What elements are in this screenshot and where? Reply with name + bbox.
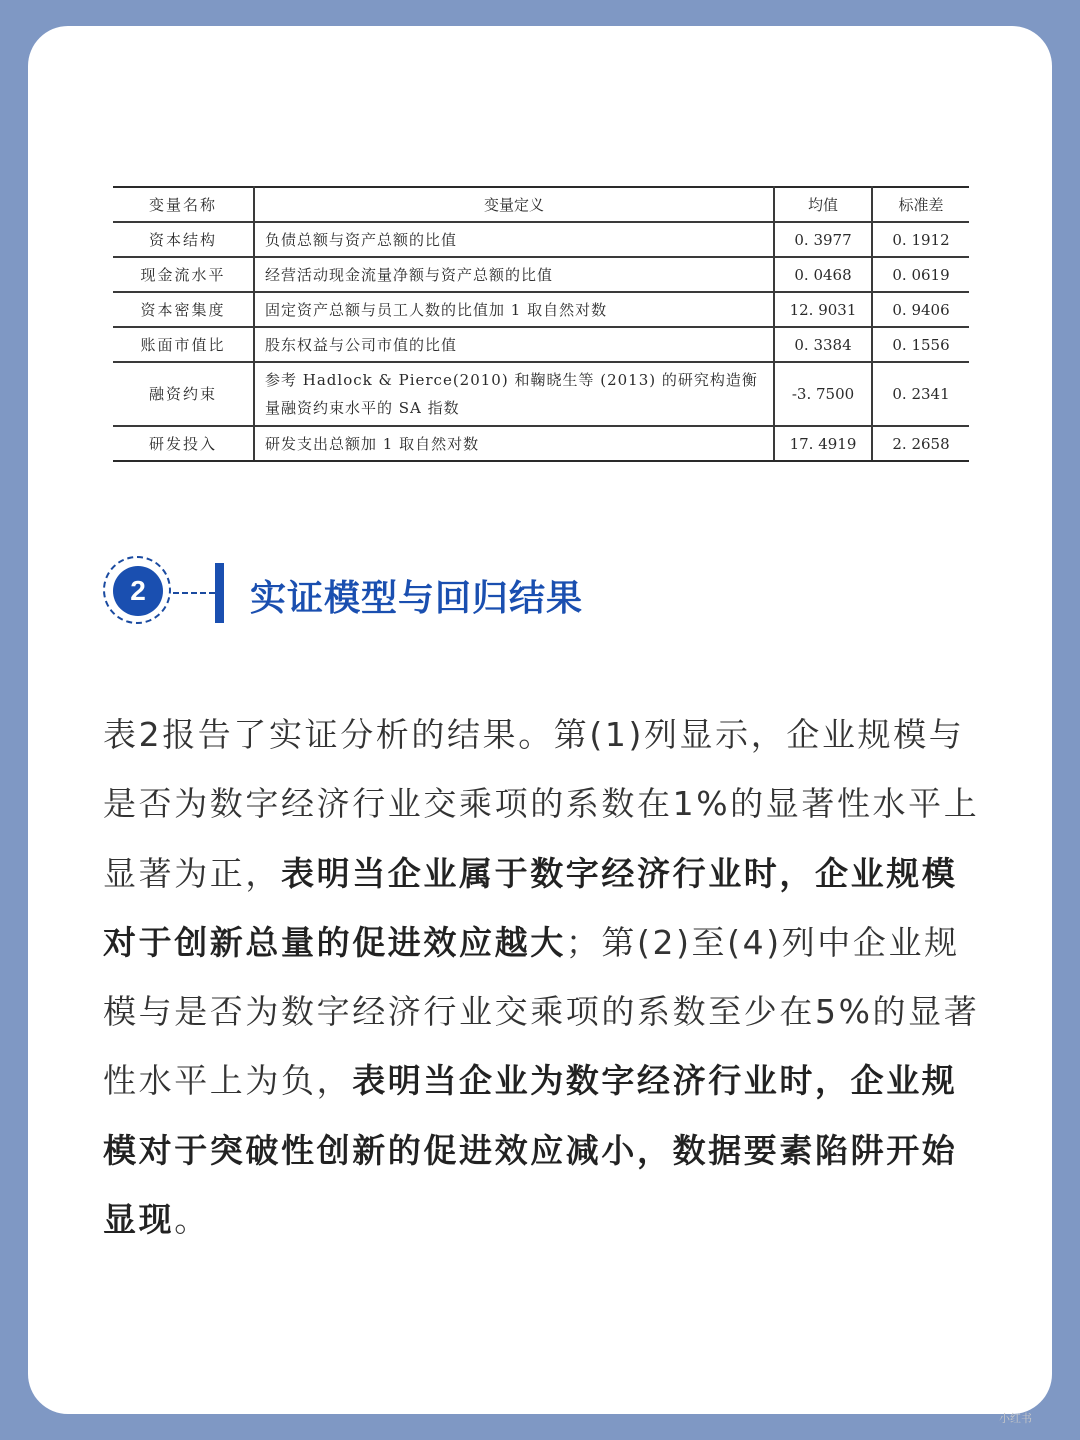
cell-name: 账面市值比 [113, 327, 254, 362]
table-row [113, 222, 969, 257]
cell-mean: 0. 3977 [774, 222, 872, 257]
cell-definition: 股东权益与公司市值的比值 [254, 327, 774, 362]
section-accent-bar [215, 563, 224, 623]
paragraph-emphasis: 表明当企业属于数字经济行业时，企业规模对于创新总量的促进效应越大 [103, 853, 958, 962]
cell-mean: -3. 7500 [774, 362, 872, 426]
cell-name: 融资约束 [113, 362, 254, 426]
cell-name: 现金流水平 [113, 257, 254, 292]
cell-definition: 研发支出总额加 1 取自然对数 [254, 426, 774, 461]
paragraph-text: 。 [174, 1200, 210, 1240]
watermark: 小红书 [999, 1412, 1032, 1425]
cell-mean: 0. 3384 [774, 327, 872, 362]
cell-sd: 0. 9406 [872, 292, 969, 327]
cell-definition: 参考 Hadlock & Pierce(2010) 和鞠晓生等 (2013) 的研究构造衡量融资约束水平的 SA 指数 [254, 362, 774, 426]
table-row [113, 362, 969, 426]
cell-sd: 0. 1556 [872, 327, 969, 362]
cell-mean: 17. 4919 [774, 426, 872, 461]
table-row [113, 292, 969, 327]
cell-mean: 0. 0468 [774, 257, 872, 292]
paragraph-emphasis: 表明当企业为数字经济行业时，企业规模对于突破性创新的促进效应减小，数据要素陷阱开始显现 [103, 1061, 958, 1240]
variable-table [113, 186, 969, 462]
cell-name: 研发投入 [113, 426, 254, 461]
body-paragraph [103, 700, 983, 1254]
table-header-row [113, 187, 969, 222]
paragraph-text: ；第(2)至(4)列中企业规模与是否为数字经济行业交乘项的系数至少在5%的显著性水平上为负， [103, 922, 980, 1101]
table-row [113, 327, 969, 362]
section-title: 实证模型与回归结果 [250, 578, 584, 619]
cell-name: 资本结构 [113, 222, 254, 257]
section-dash-connector [173, 592, 215, 594]
cell-sd: 0. 1912 [872, 222, 969, 257]
cell-name: 资本密集度 [113, 292, 254, 327]
cell-mean: 12. 9031 [774, 292, 872, 327]
cell-definition: 负债总额与资产总额的比值 [254, 222, 774, 257]
cell-sd: 2. 2658 [872, 426, 969, 461]
cell-definition: 经营活动现金流量净额与资产总额的比值 [254, 257, 774, 292]
header-var-definition: 变量定义 [254, 187, 774, 222]
table-row [113, 257, 969, 292]
cell-sd: 0. 0619 [872, 257, 969, 292]
cell-sd: 0. 2341 [872, 362, 969, 426]
section-number-badge: 2 [113, 566, 163, 616]
header-var-name: 变量名称 [113, 187, 254, 222]
header-mean: 均值 [774, 187, 872, 222]
paragraph-text: 表2报告了实证分析的结果。第(1)列显示，企业规模与是否为数字经济行业交乘项的系数在1%的显著性水平上显著为正， [103, 715, 980, 893]
cell-definition: 固定资产总额与员工人数的比值加 1 取自然对数 [254, 292, 774, 327]
header-sd: 标准差 [872, 187, 969, 222]
table-row [113, 426, 969, 461]
